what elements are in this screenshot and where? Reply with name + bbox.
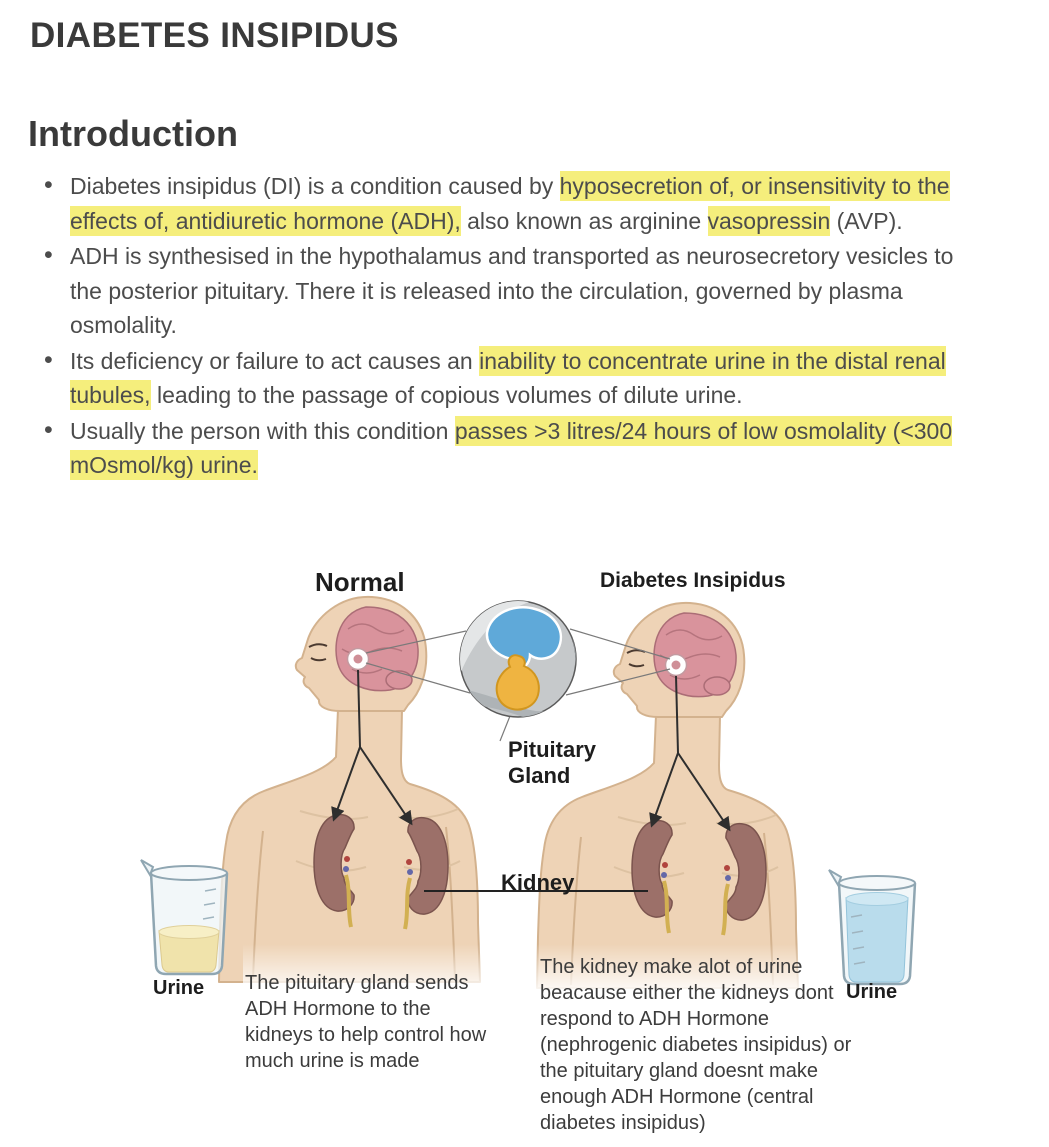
normal-caption: The pituitary gland sends ADH Hormone to the kidneys to help control how much urine is made [245,972,487,1072]
pituitary-inset-icon [455,599,580,721]
urine-label-left: Urine [153,977,205,999]
body-text: Its deficiency or failure to act causes an [70,347,480,374]
highlighted-text: vasopressin [707,207,831,234]
highlighted-text: hyposecretion of, or insensitivity to the effects of, antidiuretic hormone (ADH), [70,173,950,234]
di-figure-title: Diabetes Insipidus [600,569,786,592]
page-title: DIABETES INSIPIDUS [30,16,399,55]
di-caption: The kidney make alot of urine beacause either the kidneys dont respond to ADH Hormone (nephrogenic diabetes insipidus) or the pituitary gland doesnt make enough ADH Hormone (central diabetes insipidus) [540,956,852,1134]
human-figure-normal [219,597,480,982]
highlighted-text: passes >3 litres/24 hours of low osmolality (<300 mOsmol/kg) urine. [70,417,953,478]
body-text: leading to the passage of copious volumes of dilute urine. [150,382,743,408]
body-text: ADH is synthesised in the hypothalamus and transported as neurosecretory vesicles to the posterior pituitary. There it is released into the circulation, governed by plasma osmolality. [70,243,954,338]
body-text: also known as arginine [460,207,708,234]
bullet-item [70,239,955,343]
pituitary-gland-label: Pituitary Gland [508,737,597,788]
normal-figure-title: Normal [315,567,405,597]
intro-bullet-list [70,169,955,483]
beaker-concentrated-urine [141,860,227,974]
highlighted-text: inability to concentrate urine in the distal renal tubules, [70,347,946,408]
document-page [0,16,1049,1147]
bullet-item [70,169,955,238]
urine-label-right: Urine [846,981,898,1003]
section-heading: Introduction [28,113,238,154]
bullet-item [70,414,955,483]
body-text: Usually the person with this condition [70,417,455,444]
body-text: (AVP). [830,207,903,234]
diabetes-insipidus-diagram [0,561,1049,1147]
bullet-item [70,344,955,413]
body-text: Diabetes insipidus (DI) is a condition caused by [70,173,560,199]
kidney-label: Kidney [501,870,575,895]
diagram-illustration [0,561,1049,1147]
